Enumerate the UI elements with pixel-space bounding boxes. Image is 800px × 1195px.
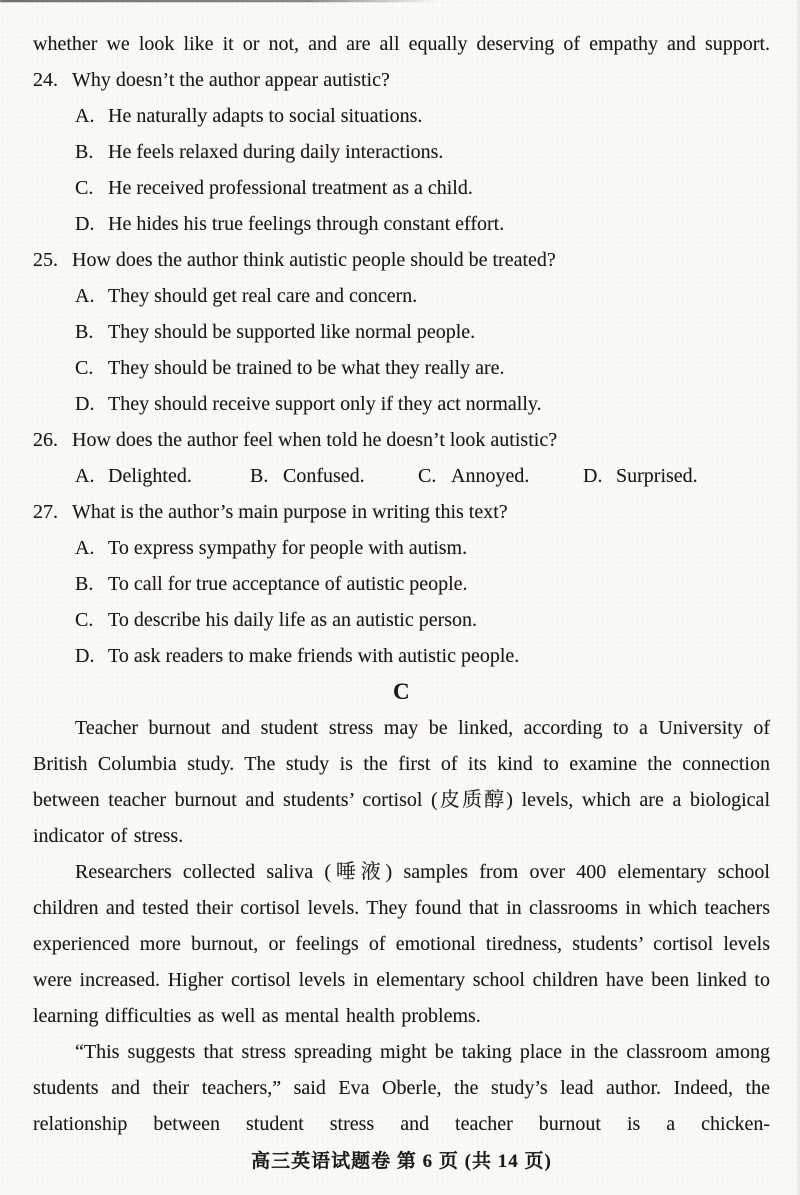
option-label: B. xyxy=(75,321,94,343)
passage-paragraph-3: “This suggests that stress spreading might be taking place in the classroom among students and their teachers,” said Eva Oberle, the study’s lead author. Indeed, the relationship between student stress and teacher burnout is a chicken- xyxy=(33,1041,770,1135)
options-24 xyxy=(33,98,770,242)
option-25-C xyxy=(75,350,770,386)
option-text: Delighted. xyxy=(108,465,192,487)
option-text: To ask readers to make friends with autistic people. xyxy=(108,645,520,667)
option-text: He feels relaxed during daily interactions. xyxy=(108,141,444,163)
option-25-B xyxy=(75,314,770,350)
passage-paragraph-2: Researchers collected saliva (唾液) samples from over 400 elementary school children and tested their cortisol levels. They found that in classrooms in which teachers experienced more burnout, or feelings of emotional tiredness, students’ cortisol levels were increased. Higher cortisol levels in elementary school children have been linked to learning difficulties as well as mental health problems. xyxy=(33,861,770,1027)
question-text: What is the author’s main purpose in writing this text? xyxy=(72,501,508,523)
option-label: A. xyxy=(75,105,95,127)
option-text: They should be trained to be what they really are. xyxy=(108,357,505,379)
option-24-B xyxy=(75,134,770,170)
option-text: To call for true acceptance of autistic people. xyxy=(108,573,468,595)
question-number: 26. xyxy=(33,429,58,451)
option-label: C. xyxy=(75,177,94,199)
page-footer: 高三英语试题卷 第 6 页 (共 14 页) xyxy=(251,1151,552,1172)
option-text: Annoyed. xyxy=(451,465,530,487)
option-text: He naturally adapts to social situations. xyxy=(108,105,423,127)
option-27-B xyxy=(75,566,770,602)
passage-paragraph-1: Teacher burnout and student stress may be linked, according to a University of British Columbia study. The study is the first of its kind to examine the connection between teacher burnout and students’ cortisol (皮质醇) levels, which are a biological indicator of stress. xyxy=(33,717,770,847)
question-text: How does the author feel when told he doesn’t look autistic? xyxy=(72,429,558,451)
question-text: Why doesn’t the author appear autistic? xyxy=(72,69,390,91)
question-25 xyxy=(33,242,770,422)
option-text: They should be supported like normal people. xyxy=(108,321,476,343)
option-label: A. xyxy=(75,465,95,487)
question-number: 25. xyxy=(33,249,58,271)
options-26 xyxy=(33,458,770,494)
question-text: How does the author think autistic people should be treated? xyxy=(72,249,556,271)
questions-block xyxy=(33,62,770,674)
option-label: D. xyxy=(75,645,95,667)
option-label: B. xyxy=(250,465,269,487)
option-text: Confused. xyxy=(283,465,365,487)
option-label: A. xyxy=(75,285,95,307)
question-24 xyxy=(33,62,770,242)
option-label: D. xyxy=(75,213,95,235)
option-27-C xyxy=(75,602,770,638)
option-label: A. xyxy=(75,537,95,559)
option-label: C. xyxy=(75,609,94,631)
option-27-D xyxy=(75,638,770,674)
option-25-D xyxy=(75,386,770,422)
question-stem xyxy=(33,62,770,98)
option-25-A xyxy=(75,278,770,314)
option-label: C. xyxy=(75,357,94,379)
option-text: They should receive support only if they act normally. xyxy=(108,393,542,415)
options-27 xyxy=(33,530,770,674)
continuation-line: whether we look like it or not, and are all equally deserving of empathy and support. xyxy=(33,33,770,55)
option-label: B. xyxy=(75,573,94,595)
question-26 xyxy=(33,422,770,494)
option-27-A xyxy=(75,530,770,566)
option-label: B. xyxy=(75,141,94,163)
option-text: He received professional treatment as a child. xyxy=(108,177,473,199)
question-stem xyxy=(33,242,770,278)
option-26-D xyxy=(583,458,698,494)
option-24-A xyxy=(75,98,770,134)
option-label: C. xyxy=(418,465,437,487)
option-26-C xyxy=(418,458,583,494)
option-label: D. xyxy=(583,465,603,487)
option-label: D. xyxy=(75,393,95,415)
question-number: 27. xyxy=(33,501,58,523)
option-24-D xyxy=(75,206,770,242)
option-text: He hides his true feelings through constant effort. xyxy=(108,213,505,235)
section-heading: C xyxy=(392,679,411,704)
option-text: To express sympathy for people with autism. xyxy=(108,537,468,559)
passage-block xyxy=(33,710,770,1142)
option-text: Surprised. xyxy=(616,465,698,487)
option-text: To describe his daily life as an autistic person. xyxy=(108,609,478,631)
question-stem xyxy=(33,494,770,530)
option-26-B xyxy=(250,458,418,494)
option-text: They should get real care and concern. xyxy=(108,285,418,307)
option-24-C xyxy=(75,170,770,206)
options-25 xyxy=(33,278,770,422)
question-stem xyxy=(33,422,770,458)
option-26-A xyxy=(75,458,250,494)
question-27 xyxy=(33,494,770,674)
question-number: 24. xyxy=(33,69,58,91)
scan-artifact-line xyxy=(0,0,440,2)
